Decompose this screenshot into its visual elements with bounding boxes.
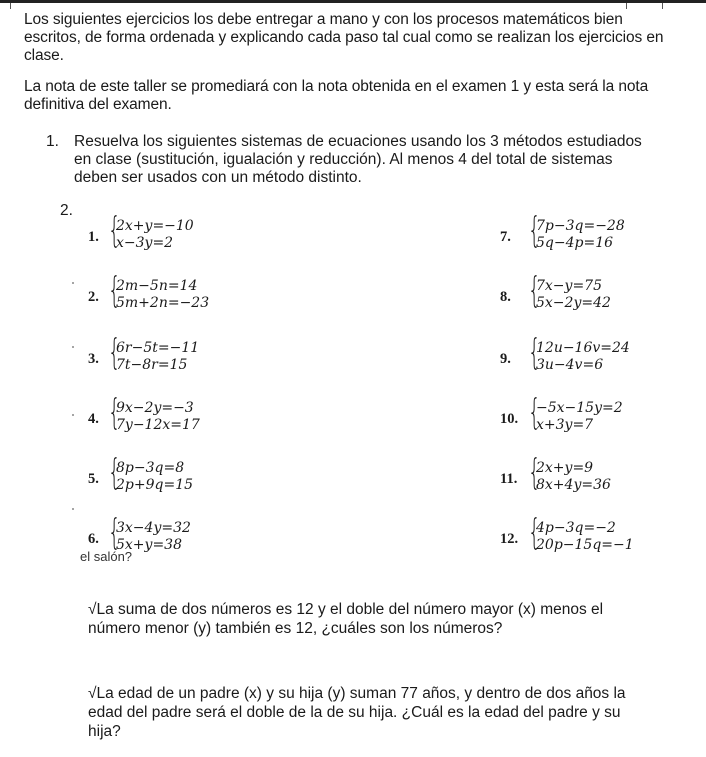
system-number: 12.: [500, 531, 519, 547]
equation-2: 3u−4v=6: [536, 357, 604, 373]
system-number: 11.: [500, 471, 518, 487]
system-number: 7.: [500, 229, 511, 245]
equation-2: 2p+9q=15: [116, 477, 194, 493]
top-border-line: [0, 0, 706, 3]
equation-2: 7t−8r=15: [116, 357, 188, 373]
scan-speck: [72, 508, 74, 510]
equation-1: 9x−2y=−3: [116, 400, 194, 416]
equation-2: 20p−15q=−1: [536, 537, 634, 553]
brace-icon: {: [108, 452, 121, 493]
system-number: 8.: [500, 289, 511, 305]
top-border-tick: [626, 3, 627, 9]
brace-icon: {: [108, 332, 121, 373]
exercise-2-number: 2.: [60, 202, 73, 219]
equation-1: 2x+y=9: [536, 460, 594, 476]
instructions-paragraph: Los siguientes ejercicios los debe entregar a mano y con los procesos matemáticos bien escritos, de forma ordenada y explicando cada paso tal cual como se realizan los ejercicios en clase.: [24, 11, 664, 64]
scan-speck: [72, 414, 74, 416]
brace-icon: {: [528, 270, 541, 311]
equation-2: 5x−2y=42: [536, 295, 611, 311]
equation-2: 8x+4y=36: [536, 477, 611, 493]
equation-1: 7x−y=75: [536, 278, 602, 294]
brace-icon: {: [528, 512, 541, 553]
equation-2: 7y−12x=17: [116, 417, 200, 433]
grading-paragraph: La nota de este taller se promediará con la nota obtenida en el examen 1 y esta será la nota definitiva del examen.: [24, 78, 649, 113]
system-number: 6.: [88, 531, 99, 547]
brace-icon: {: [108, 270, 121, 311]
equation-2: 5q−4p=16: [536, 235, 614, 251]
word-problem-sum: √La suma de dos números es 12 y el doble del número mayor (x) menos el número menor (y) también es 12, ¿cuáles son los números?: [88, 601, 604, 637]
equation-1: 2m−5n=14: [116, 278, 198, 294]
cutoff-text: el salón?: [80, 549, 133, 564]
word-problem-ages: √La edad de un padre (x) y su hija (y) suman 77 años, y dentro de dos años la edad del padre será el doble de la de su hija. ¿Cuál es la edad del padre y su hija?: [88, 685, 626, 740]
brace-icon: {: [528, 332, 541, 373]
scan-speck: [72, 282, 74, 284]
brace-icon: {: [108, 512, 121, 553]
scan-speck: [72, 346, 74, 348]
system-number: 1.: [88, 229, 99, 245]
brace-icon: {: [528, 210, 541, 251]
brace-icon: {: [108, 392, 121, 433]
system-number: 5.: [88, 471, 99, 487]
equation-1: 4p−3q=−2: [536, 520, 616, 536]
equation-2: 5x+y=38: [116, 537, 182, 553]
equation-1: −5x−15y=2: [536, 400, 623, 416]
top-border-tick: [10, 3, 11, 9]
equation-1: 2x+y=−10: [116, 218, 194, 234]
equation-1: 6r−5t=−11: [116, 340, 200, 356]
brace-icon: {: [528, 392, 541, 433]
brace-icon: {: [108, 210, 121, 251]
equation-2: x−3y=2: [116, 235, 174, 251]
equation-1: 7p−3q=−28: [536, 218, 625, 234]
top-border-tick: [662, 3, 663, 9]
system-number: 3.: [88, 351, 99, 367]
system-number: 2.: [88, 289, 99, 305]
system-number: 4.: [88, 411, 99, 427]
exercise-1-text: Resuelva los siguientes sistemas de ecuaciones usando los 3 métodos estudiados en clase (sustitución, igualación y reducción). Al menos 4 del total de sistemas deben ser usados con un método distinto.: [74, 133, 642, 186]
equation-1: 3x−4y=32: [116, 520, 191, 536]
system-number: 10.: [500, 411, 519, 427]
equation-1: 8p−3q=8: [116, 460, 185, 476]
system-number: 9.: [500, 351, 511, 367]
brace-icon: {: [528, 452, 541, 493]
exercise-1-number: 1.: [46, 133, 59, 150]
equation-2: 5m+2n=−23: [116, 295, 210, 311]
equation-1: 12u−16v=24: [536, 340, 630, 356]
equation-2: x+3y=7: [536, 417, 594, 433]
